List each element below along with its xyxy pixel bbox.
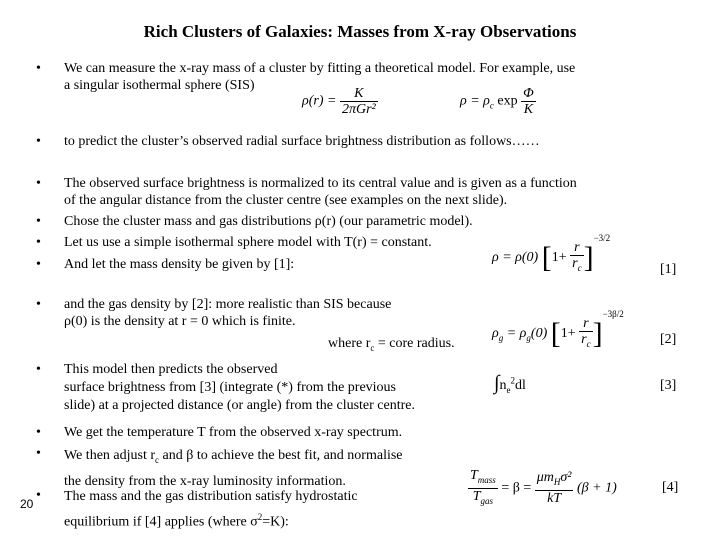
f4-frac-numerator-tail: σ² (560, 470, 572, 486)
f2-denominator-sub: c (586, 338, 591, 349)
bullet-marker: • (36, 297, 41, 312)
f4-frac-numerator-sub: H (553, 477, 561, 488)
hydrostatic-equilibrium-formula (468, 468, 617, 509)
f2-exponent: −3β/2 (602, 309, 624, 320)
f2-mid: = ρ (506, 326, 527, 342)
bullet-10-line-1-sub: c (155, 454, 160, 465)
bullet-8-line-2: surface brightness from [3] (integrate (*) from the previous (64, 380, 396, 395)
sis-exp-lhs: ρ = ρ (460, 93, 490, 109)
f2-numerator: r (579, 316, 592, 332)
bullet-text-2: to predict the cluster’s observed radial surface brightness distribution as follows…… (64, 134, 540, 149)
sis-density-formula (302, 86, 378, 117)
f4-denominator-sub: gas (480, 495, 494, 506)
bullet-11-line-2-head: equilibrium if [4] applies (where σ (64, 514, 258, 530)
f2-denominator: r (581, 332, 587, 347)
bullet-8-line-1: This model then predicts the observed (64, 362, 278, 377)
f2-lhs: ρ (492, 326, 499, 342)
bullet-7-line-3 (64, 335, 455, 357)
bullet-text-7 (64, 296, 455, 357)
f4-paren: (β + 1) (576, 480, 617, 496)
bullet-7-line-3-sub: c (370, 342, 375, 353)
gas-density-formula: $\rho_g = \rho_g(0)$ [1+ $\frac{r}{r_c}$ ]$^{-3\beta/2}$ (492, 309, 624, 350)
sis-exp-fraction (521, 86, 536, 117)
f3-body: n (499, 378, 507, 393)
sis-fraction (340, 86, 378, 117)
equation-ref-1: [1] (660, 262, 677, 277)
bullet-10-line-1 (64, 445, 403, 471)
bullet-7-line-3-head: where r (328, 336, 371, 351)
f2-one: 1+ (560, 326, 576, 342)
f2-mid-sub: g (526, 332, 531, 343)
bullet-text-4: Chose the cluster mass and gas distributions ρ(r) (our parametric model). (64, 214, 473, 229)
sis-exp-numerator: Φ (523, 86, 534, 101)
f4-frac-denominator: kT (547, 491, 562, 507)
bullet-marker: • (36, 214, 41, 229)
f4-numerator: T (470, 468, 478, 483)
bullet-marker: • (36, 425, 41, 440)
sis-lhs: ρ(r) = (302, 93, 337, 109)
bullet-text-8 (64, 361, 415, 415)
bullet-text-9: We get the temperature T from the observed x-ray spectrum. (64, 425, 403, 440)
bullet-text-6: And let the mass density be given by [1]: (64, 257, 295, 272)
bullet-text-11 (64, 487, 358, 533)
sis-numerator: K (340, 86, 378, 102)
f4-numerator-sub: mass (477, 474, 496, 485)
slide-number: 20 (20, 497, 34, 511)
equation-ref-2: [2] (660, 332, 677, 347)
bullet-marker: • (36, 446, 41, 461)
f1-denominator: r (572, 256, 578, 271)
equation-ref-4: [4] (662, 480, 679, 495)
f1-denominator-sub: c (577, 262, 582, 273)
f1-numerator: r (570, 240, 583, 256)
f2-lhs-sub: g (498, 332, 504, 343)
sis-exp-function: exp (497, 93, 518, 109)
bullet-marker: • (36, 61, 41, 76)
sis-exp-sub: c (489, 100, 494, 111)
f4-frac-numerator: μm (536, 470, 554, 486)
bullet-3-line-1: The observed surface brightness is normalized to its central value and is given as a function (64, 176, 577, 191)
bullet-7-line-2: ρ(0) is the density at r = 0 which is finite. (64, 314, 296, 329)
bullet-3-line-2: of the angular distance from the cluster centre (see examples on the next slide). (64, 193, 508, 208)
bullet-11-line-1: The mass and the gas distribution satisfy hydrostatic (64, 489, 358, 504)
f2-fraction (579, 316, 592, 352)
bullet-11-line-2-tail: =K): (262, 514, 289, 530)
equation-ref-3: [3] (660, 378, 677, 393)
sis-denominator: 2πGr² (341, 102, 376, 117)
f1-exponent: −3/2 (593, 233, 611, 244)
f4-energy-ratio (535, 470, 574, 506)
bullet-7-line-3-tail: = core radius. (374, 336, 455, 351)
f4-temperature-ratio (468, 468, 498, 509)
bullet-marker: • (36, 257, 41, 272)
bullet-marker: • (36, 134, 41, 149)
bullet-10-line-1-head: We then adjust r (64, 448, 156, 463)
f4-mid: = β = (501, 480, 532, 496)
f3-integral-sign: ∫ (494, 372, 500, 394)
f1-fraction (570, 240, 583, 276)
f3-body-sup: 2 (510, 375, 515, 386)
bullet-11-line-2-sup: 2 (257, 512, 263, 522)
f2-zero: (0) (530, 326, 548, 342)
sis-exp-denominator: K (523, 102, 534, 117)
bullet-text-3 (64, 175, 577, 209)
f3-tail: dl (514, 378, 526, 393)
f3-body-sub: e (506, 384, 511, 395)
f1-lhs: ρ = ρ(0) (492, 250, 539, 266)
bullet-text-10 (64, 445, 403, 492)
bullet-11-line-2 (64, 507, 358, 533)
bullet-7-line-1: and the gas density by [2]: more realistic than SIS because (64, 297, 392, 312)
surface-brightness-integral (494, 372, 526, 395)
bullet-10-line-2: the density from the x-ray luminosity information. (64, 473, 346, 489)
bullet-marker: • (36, 235, 41, 250)
bullet-1-line-2: a singular isothermal sphere (SIS) (64, 78, 255, 93)
f4-denominator: T (472, 488, 481, 504)
f1-one: 1+ (551, 250, 567, 266)
slide-title: Rich Clusters of Galaxies: Masses from X-ray Observations (143, 22, 577, 41)
bullet-text-5: Let us use a simple isothermal sphere model with T(r) = constant. (64, 235, 432, 250)
bullet-marker: • (36, 488, 41, 503)
bullet-marker: • (36, 176, 41, 191)
bullet-1-line-1: We can measure the x-ray mass of a cluster by fitting a theoretical model. For example, use (64, 61, 576, 76)
bullet-marker: • (36, 362, 41, 377)
mass-density-formula: ρ = ρ(0) [1+ $\frac{r}{r_c}$ ]$^{-3/2}$ (492, 233, 611, 274)
bullet-8-line-3: slide) at a projected distance (or angle) from the cluster centre. (64, 398, 416, 413)
sis-exponential-formula (460, 86, 536, 117)
bullet-10-line-1-tail: and β to achieve the best fit, and normalise (159, 448, 403, 463)
